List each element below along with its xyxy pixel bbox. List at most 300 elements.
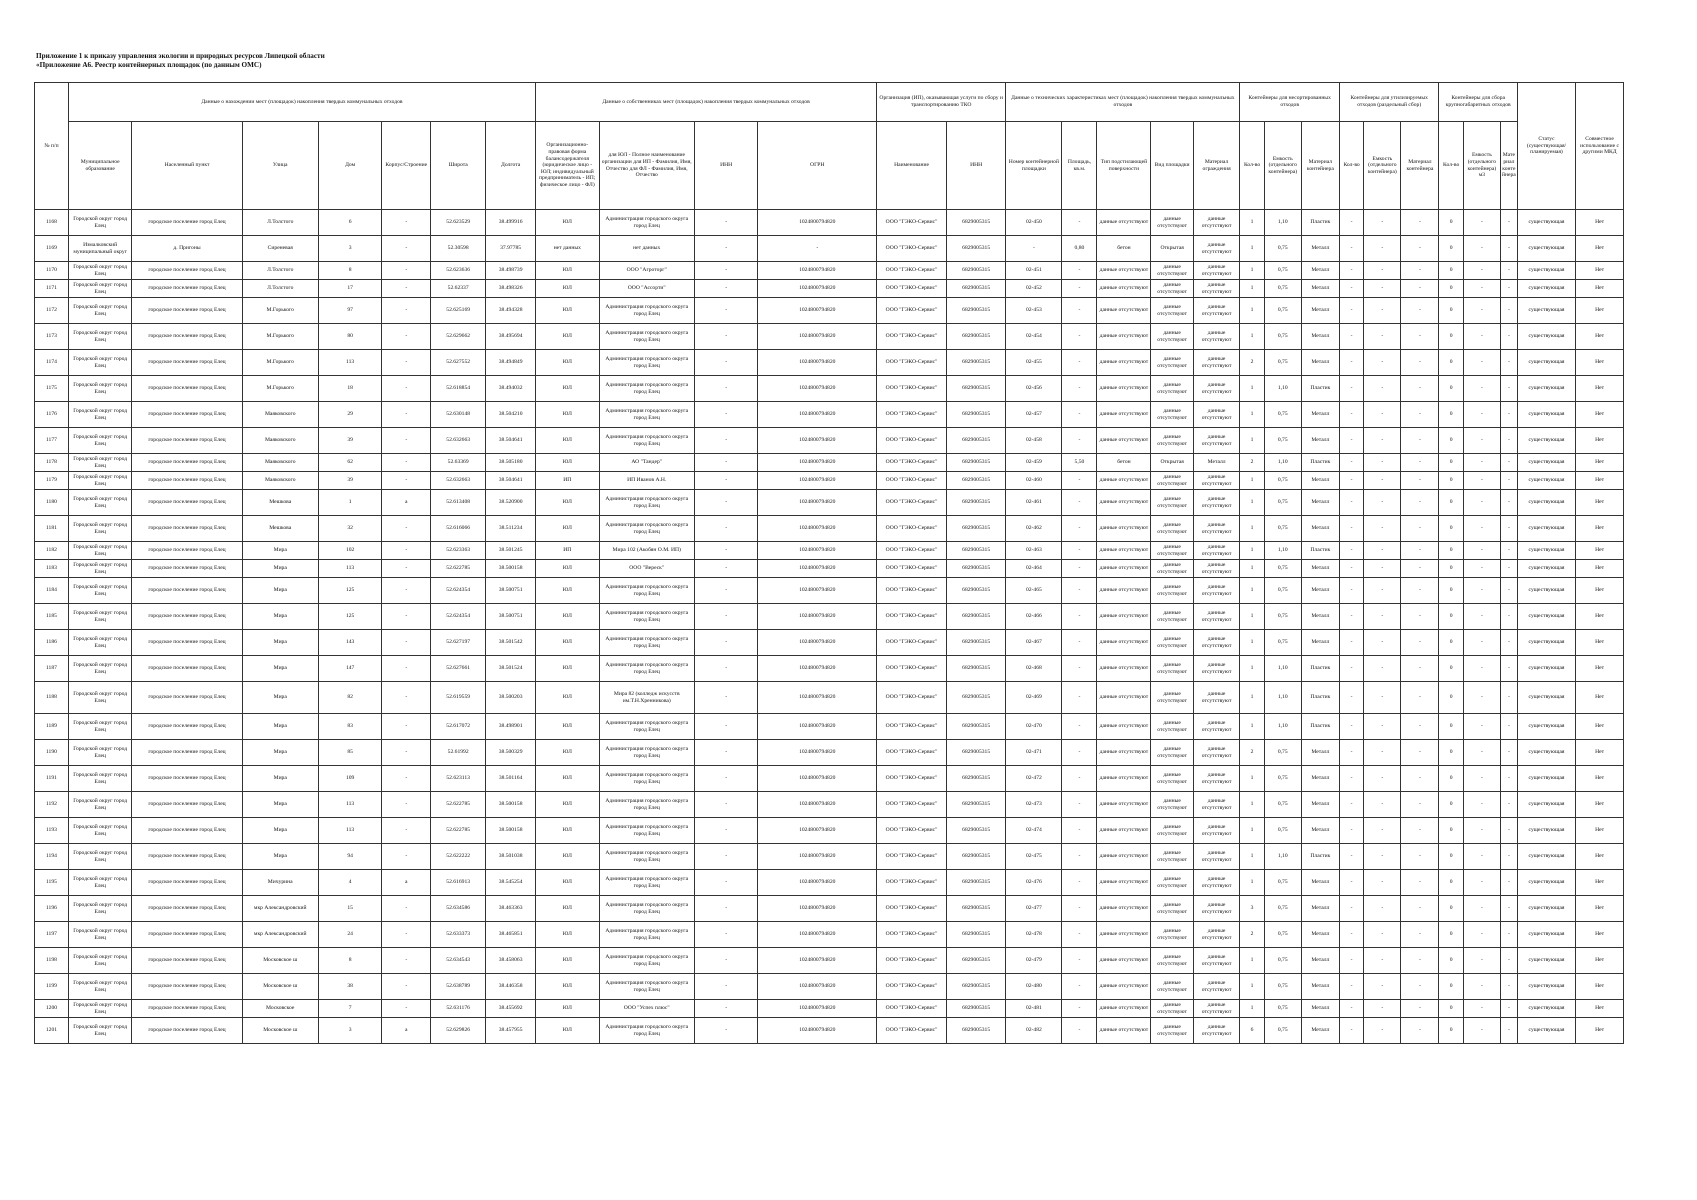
- table-cell: -: [1500, 922, 1517, 948]
- table-cell: -: [1062, 818, 1097, 844]
- table-cell: 6829005315: [946, 870, 1005, 896]
- table-cell: Нет: [1576, 298, 1624, 324]
- table-cell: -: [382, 350, 431, 376]
- table-cell: -: [382, 922, 431, 948]
- table-cell: ООО "ГЭКО-Сервис": [877, 844, 947, 870]
- table-cell: данные отсутствуют: [1193, 1000, 1240, 1018]
- header-settlement: Населенный пункт: [132, 122, 242, 210]
- table-cell: 113: [318, 818, 382, 844]
- table-cell: -: [1062, 714, 1097, 740]
- table-row: [35, 870, 1624, 896]
- table-cell: Металл: [1301, 870, 1339, 896]
- table-cell: 1,10: [1264, 844, 1301, 870]
- table-cell: 1024800794820: [758, 472, 877, 490]
- table-cell: городское поселение город Елец: [132, 714, 242, 740]
- table-cell: Л.Толстого: [242, 280, 318, 298]
- table-cell: -: [382, 656, 431, 682]
- table-cell: 1: [318, 490, 382, 516]
- table-cell: -: [1364, 280, 1401, 298]
- table-cell: Металл: [1301, 1000, 1339, 1018]
- table-cell: данные отсутствуют: [1151, 948, 1193, 974]
- table-cell: данные отсутствуют: [1097, 740, 1151, 766]
- table-cell: -: [1364, 948, 1401, 974]
- table-cell: -: [1500, 740, 1517, 766]
- table-cell: -: [1062, 210, 1097, 236]
- table-cell: 6829005315: [946, 578, 1005, 604]
- table-cell: -: [1062, 298, 1097, 324]
- table-cell: 1024800794820: [758, 766, 877, 792]
- table-cell: 1: [1240, 818, 1264, 844]
- table-cell: 147: [318, 656, 382, 682]
- table-cell: 1024800794820: [758, 298, 877, 324]
- table-cell: городское поселение город Елец: [132, 298, 242, 324]
- table-cell: -: [1062, 578, 1097, 604]
- table-cell: существующая: [1517, 454, 1575, 472]
- table-row: [35, 630, 1624, 656]
- group-owners: Данные о собственниках мест (площадок) накопления твердых коммунальных отходов: [536, 83, 877, 122]
- table-row: [35, 844, 1624, 870]
- table-cell: -: [1364, 974, 1401, 1000]
- table-cell: существующая: [1517, 236, 1575, 262]
- table-cell: ООО "ГЭКО-Сервис": [877, 262, 947, 280]
- table-cell: -: [1463, 490, 1500, 516]
- table-cell: -: [694, 604, 758, 630]
- table-cell: 52.622785: [431, 560, 486, 578]
- table-cell: 8: [318, 948, 382, 974]
- table-cell: Металл: [1301, 516, 1339, 542]
- table-cell: -: [1500, 472, 1517, 490]
- table-cell: 6829005315: [946, 324, 1005, 350]
- table-cell: Металл: [1301, 740, 1339, 766]
- header-fence: Материал ограждения: [1193, 122, 1240, 210]
- table-row: [35, 1000, 1624, 1018]
- table-cell: 125: [318, 578, 382, 604]
- table-cell: -: [1062, 262, 1097, 280]
- table-cell: ООО "ГЭКО-Сервис": [877, 210, 947, 236]
- table-cell: д. Пригоны: [132, 236, 242, 262]
- table-cell: существующая: [1517, 948, 1575, 974]
- table-cell: Металл: [1301, 490, 1339, 516]
- table-cell: данные отсутствуют: [1097, 792, 1151, 818]
- table-cell: -: [1401, 974, 1439, 1000]
- table-cell: -: [1463, 974, 1500, 1000]
- table-cell: данные отсутствуют: [1151, 1018, 1193, 1044]
- table-cell: 38.500158: [486, 792, 536, 818]
- table-cell: 97: [318, 298, 382, 324]
- table-cell: данные отсутствуют: [1193, 298, 1240, 324]
- table-cell: 0: [1439, 210, 1463, 236]
- table-cell: Администрация городского округа город Елец: [599, 604, 694, 630]
- table-cell: ИП: [536, 542, 600, 560]
- table-cell: -: [1500, 766, 1517, 792]
- table-cell: данные отсутствуют: [1193, 560, 1240, 578]
- table-cell: данные отсутствуют: [1097, 948, 1151, 974]
- table-cell: -: [694, 542, 758, 560]
- table-cell: 0: [1439, 682, 1463, 714]
- table-cell: 7: [318, 1000, 382, 1018]
- table-cell: 02-451: [1006, 262, 1062, 280]
- table-cell: ООО "ГЭКО-Сервис": [877, 792, 947, 818]
- table-cell: ООО "ГЭКО-Сервис": [877, 896, 947, 922]
- table-cell: ЮЛ: [536, 280, 600, 298]
- table-cell: данные отсутствуют: [1097, 896, 1151, 922]
- table-cell: -: [1339, 922, 1363, 948]
- table-cell: Пластик: [1301, 210, 1339, 236]
- table-cell: -: [694, 818, 758, 844]
- table-cell: 52.622222: [431, 844, 486, 870]
- table-cell: -: [1500, 714, 1517, 740]
- table-cell: -: [1062, 350, 1097, 376]
- table-cell: ЮЛ: [536, 1000, 600, 1018]
- table-cell: Нет: [1576, 516, 1624, 542]
- table-cell: 52.632663: [431, 428, 486, 454]
- table-cell: 52.623636: [431, 262, 486, 280]
- table-cell: Маяковского: [242, 402, 318, 428]
- table-cell: ООО "ГЭКО-Сервис": [877, 236, 947, 262]
- table-cell: -: [1500, 844, 1517, 870]
- table-cell: -: [1062, 896, 1097, 922]
- table-cell: -: [1364, 922, 1401, 948]
- table-cell: 1024800794820: [758, 578, 877, 604]
- table-cell: -: [1364, 428, 1401, 454]
- table-cell: данные отсутствуют: [1097, 844, 1151, 870]
- table-cell: городское поселение город Елец: [132, 896, 242, 922]
- table-cell: -: [1500, 428, 1517, 454]
- table-cell: Городской округ город Елец: [68, 210, 132, 236]
- table-cell: 1174: [35, 350, 69, 376]
- table-cell: 4: [318, 870, 382, 896]
- table-cell: -: [1339, 818, 1363, 844]
- table-cell: данные отсутствуют: [1193, 490, 1240, 516]
- document-heading: [36, 52, 325, 70]
- table-cell: 82: [318, 682, 382, 714]
- table-cell: 02-464: [1006, 560, 1062, 578]
- table-cell: 6829005315: [946, 376, 1005, 402]
- table-cell: 6829005315: [946, 948, 1005, 974]
- table-cell: Металл: [1301, 236, 1339, 262]
- table-cell: -: [694, 974, 758, 1000]
- table-cell: 1189: [35, 714, 69, 740]
- table-cell: данные отсутствуют: [1151, 682, 1193, 714]
- table-cell: ЮЛ: [536, 630, 600, 656]
- table-cell: Металл: [1301, 472, 1339, 490]
- table-cell: Пластик: [1301, 542, 1339, 560]
- table-cell: 52.627552: [431, 350, 486, 376]
- table-cell: городское поселение город Елец: [132, 656, 242, 682]
- table-cell: -: [1463, 516, 1500, 542]
- header-num: № п/п: [35, 83, 69, 210]
- table-cell: данные отсутствуют: [1151, 1000, 1193, 1018]
- table-cell: Нет: [1576, 280, 1624, 298]
- table-cell: -: [1339, 974, 1363, 1000]
- table-cell: -: [1500, 682, 1517, 714]
- table-cell: -: [1364, 262, 1401, 280]
- table-cell: -: [1062, 948, 1097, 974]
- table-cell: -: [1401, 280, 1439, 298]
- table-cell: 1: [1240, 236, 1264, 262]
- table-cell: -: [1463, 542, 1500, 560]
- table-cell: существующая: [1517, 714, 1575, 740]
- table-cell: городское поселение город Елец: [132, 604, 242, 630]
- table-cell: 0: [1439, 298, 1463, 324]
- table-cell: 1024800794820: [758, 630, 877, 656]
- table-cell: -: [1062, 974, 1097, 1000]
- table-cell: данные отсутствуют: [1097, 922, 1151, 948]
- table-cell: -: [1062, 740, 1097, 766]
- table-cell: 1: [1240, 682, 1264, 714]
- table-cell: существующая: [1517, 402, 1575, 428]
- table-cell: 52.625169: [431, 298, 486, 324]
- table-cell: Металл: [1301, 948, 1339, 974]
- table-cell: -: [382, 948, 431, 974]
- table-cell: 1024800794820: [758, 280, 877, 298]
- table-cell: ЮЛ: [536, 844, 600, 870]
- table-cell: 38.458063: [486, 948, 536, 974]
- table-cell: -: [694, 350, 758, 376]
- table-cell: 1181: [35, 516, 69, 542]
- table-cell: бетон: [1097, 454, 1151, 472]
- table-cell: -: [1364, 298, 1401, 324]
- table-cell: -: [1500, 896, 1517, 922]
- table-cell: 113: [318, 560, 382, 578]
- table-cell: данные отсутствуют: [1193, 766, 1240, 792]
- table-cell: -: [1062, 1000, 1097, 1018]
- table-cell: 38.501038: [486, 844, 536, 870]
- table-cell: существующая: [1517, 766, 1575, 792]
- table-cell: 52.631176: [431, 1000, 486, 1018]
- table-cell: -: [1062, 792, 1097, 818]
- table-cell: ООО "ГЭКО-Сервис": [877, 376, 947, 402]
- table-cell: 6829005315: [946, 402, 1005, 428]
- table-cell: данные отсутствуют: [1151, 630, 1193, 656]
- table-cell: Металл: [1301, 280, 1339, 298]
- table-cell: 0,75: [1264, 236, 1301, 262]
- table-cell: Нет: [1576, 350, 1624, 376]
- table-cell: данные отсутствуют: [1097, 656, 1151, 682]
- table-cell: 0,75: [1264, 1000, 1301, 1018]
- table-cell: 0: [1439, 428, 1463, 454]
- table-cell: Металл: [1301, 896, 1339, 922]
- table-cell: 02-452: [1006, 280, 1062, 298]
- table-cell: -: [1401, 350, 1439, 376]
- table-cell: 1185: [35, 604, 69, 630]
- table-cell: 2: [1240, 454, 1264, 472]
- table-cell: 0: [1439, 516, 1463, 542]
- table-cell: данные отсутствуют: [1097, 974, 1151, 1000]
- table-cell: ЮЛ: [536, 490, 600, 516]
- table-cell: -: [1401, 210, 1439, 236]
- table-cell: Администрация городского округа город Елец: [599, 766, 694, 792]
- table-cell: -: [1401, 298, 1439, 324]
- table-cell: -: [1364, 870, 1401, 896]
- table-cell: Нет: [1576, 472, 1624, 490]
- table-cell: 1: [1240, 560, 1264, 578]
- table-cell: существующая: [1517, 578, 1575, 604]
- table-cell: данные отсутствуют: [1151, 542, 1193, 560]
- table-cell: -: [1339, 578, 1363, 604]
- table-cell: -: [1062, 376, 1097, 402]
- table-cell: Нет: [1576, 630, 1624, 656]
- table-cell: -: [1339, 298, 1363, 324]
- table-cell: 0,75: [1264, 766, 1301, 792]
- table-cell: 6829005315: [946, 490, 1005, 516]
- table-cell: Мира: [242, 766, 318, 792]
- table-cell: -: [1364, 516, 1401, 542]
- table-cell: -: [1401, 656, 1439, 682]
- table-cell: ООО "ГЭКО-Сервис": [877, 818, 947, 844]
- table-cell: -: [694, 210, 758, 236]
- table-cell: 1024800794820: [758, 870, 877, 896]
- table-cell: Металл: [1193, 454, 1240, 472]
- table-cell: 02-481: [1006, 1000, 1062, 1018]
- table-cell: городское поселение город Елец: [132, 766, 242, 792]
- table-cell: Московское ш: [242, 948, 318, 974]
- table-cell: -: [694, 896, 758, 922]
- table-cell: 6829005315: [946, 210, 1005, 236]
- table-cell: данные отсутствуют: [1097, 210, 1151, 236]
- table-cell: Нет: [1576, 870, 1624, 896]
- table-cell: Мира: [242, 740, 318, 766]
- table-cell: -: [1463, 1000, 1500, 1018]
- table-cell: 38.494849: [486, 350, 536, 376]
- table-cell: ООО "ГЭКО-Сервис": [877, 560, 947, 578]
- header-status: Статус (существующая/ планируемая): [1517, 83, 1575, 210]
- table-cell: данные отсутствуют: [1151, 896, 1193, 922]
- table-cell: -: [1006, 236, 1062, 262]
- table-cell: данные отсутствуют: [1193, 472, 1240, 490]
- table-cell: данные отсутствуют: [1097, 818, 1151, 844]
- table-cell: данные отсутствуют: [1193, 714, 1240, 740]
- table-cell: Администрация городского округа город Елец: [599, 210, 694, 236]
- table-cell: данные отсутствуют: [1097, 376, 1151, 402]
- table-cell: Городской округ город Елец: [68, 490, 132, 516]
- table-cell: -: [1401, 402, 1439, 428]
- table-cell: М.Горького: [242, 350, 318, 376]
- table-cell: 1: [1240, 948, 1264, 974]
- table-cell: -: [382, 714, 431, 740]
- table-cell: существующая: [1517, 350, 1575, 376]
- table-cell: -: [382, 844, 431, 870]
- table-cell: -: [1463, 740, 1500, 766]
- table-cell: 39: [318, 472, 382, 490]
- table-cell: 1024800794820: [758, 454, 877, 472]
- table-cell: Нет: [1576, 560, 1624, 578]
- table-cell: 0,75: [1264, 324, 1301, 350]
- table-cell: данные отсутствуют: [1097, 324, 1151, 350]
- table-cell: 1024800794820: [758, 656, 877, 682]
- table-cell: 0: [1439, 630, 1463, 656]
- table-cell: Городской округ город Елец: [68, 974, 132, 1000]
- table-cell: -: [1463, 792, 1500, 818]
- header-building: Корпус/Строение: [382, 122, 431, 210]
- table-cell: ООО "Ассорти": [599, 280, 694, 298]
- table-cell: данные отсутствуют: [1193, 974, 1240, 1000]
- table-cell: -: [694, 578, 758, 604]
- table-cell: 0: [1439, 948, 1463, 974]
- table-cell: Городской округ город Елец: [68, 350, 132, 376]
- table-cell: -: [1401, 604, 1439, 630]
- table-cell: Нет: [1576, 604, 1624, 630]
- table-cell: ЮЛ: [536, 428, 600, 454]
- header-surface: Тип подстилающей поверхности: [1097, 122, 1151, 210]
- table-cell: данные отсутствуют: [1151, 490, 1193, 516]
- table-cell: -: [1062, 766, 1097, 792]
- table-cell: 113: [318, 792, 382, 818]
- table-cell: 0,75: [1264, 350, 1301, 376]
- table-cell: 02-478: [1006, 922, 1062, 948]
- table-cell: -: [1364, 472, 1401, 490]
- table-cell: -: [1339, 402, 1363, 428]
- header-longitude: Долгота: [486, 122, 536, 210]
- table-cell: 1024800794820: [758, 604, 877, 630]
- table-cell: 6829005315: [946, 818, 1005, 844]
- table-cell: ООО "ГЭКО-Сервис": [877, 1018, 947, 1044]
- table-cell: ЮЛ: [536, 922, 600, 948]
- table-cell: 38.545254: [486, 870, 536, 896]
- table-cell: 1: [1240, 578, 1264, 604]
- table-cell: 24: [318, 922, 382, 948]
- table-cell: -: [1463, 714, 1500, 740]
- table-cell: 102: [318, 542, 382, 560]
- table-cell: Мира: [242, 542, 318, 560]
- table-cell: 1: [1240, 766, 1264, 792]
- table-row: [35, 740, 1624, 766]
- table-cell: -: [382, 210, 431, 236]
- table-cell: данные отсутствуют: [1097, 604, 1151, 630]
- table-cell: данные отсутствуют: [1151, 766, 1193, 792]
- header-latitude: Широта: [431, 122, 486, 210]
- table-cell: данные отсутствуют: [1193, 350, 1240, 376]
- table-cell: 1: [1240, 542, 1264, 560]
- table-cell: 1194: [35, 844, 69, 870]
- table-cell: Металл: [1301, 792, 1339, 818]
- table-cell: Нет: [1576, 740, 1624, 766]
- table-cell: 1168: [35, 210, 69, 236]
- table-cell: 52.617072: [431, 714, 486, 740]
- table-cell: 38.455692: [486, 1000, 536, 1018]
- table-cell: 6829005315: [946, 350, 1005, 376]
- table-cell: 0,75: [1264, 262, 1301, 280]
- table-cell: Городской округ город Елец: [68, 870, 132, 896]
- table-cell: 1170: [35, 262, 69, 280]
- table-cell: Маяковского: [242, 428, 318, 454]
- table-cell: данные отсутствуют: [1151, 844, 1193, 870]
- table-cell: Нет: [1576, 454, 1624, 472]
- table-cell: 1172: [35, 298, 69, 324]
- group-bulky-containers: Контейнеры для сбора крупногабаритных отходов: [1439, 83, 1517, 122]
- table-cell: существующая: [1517, 472, 1575, 490]
- table-cell: Городской округ город Елец: [68, 376, 132, 402]
- table-cell: Администрация городского округа город Елец: [599, 818, 694, 844]
- table-cell: 1176: [35, 402, 69, 428]
- table-cell: 5,50: [1062, 454, 1097, 472]
- table-cell: ООО "ГЭКО-Сервис": [877, 766, 947, 792]
- table-cell: -: [694, 870, 758, 896]
- table-cell: данные отсутствуют: [1097, 542, 1151, 560]
- table-cell: данные отсутствуют: [1151, 516, 1193, 542]
- table-cell: Открытая: [1151, 236, 1193, 262]
- header-site-type: Вид площадки: [1151, 122, 1193, 210]
- table-cell: городское поселение город Елец: [132, 630, 242, 656]
- table-cell: -: [1062, 402, 1097, 428]
- table-cell: 0,75: [1264, 870, 1301, 896]
- table-cell: Металл: [1301, 428, 1339, 454]
- table-row: [35, 974, 1624, 1000]
- table-cell: 6829005315: [946, 740, 1005, 766]
- table-cell: 1: [1240, 974, 1264, 1000]
- table-cell: ООО "ГЭКО-Сервис": [877, 630, 947, 656]
- table-cell: городское поселение город Елец: [132, 376, 242, 402]
